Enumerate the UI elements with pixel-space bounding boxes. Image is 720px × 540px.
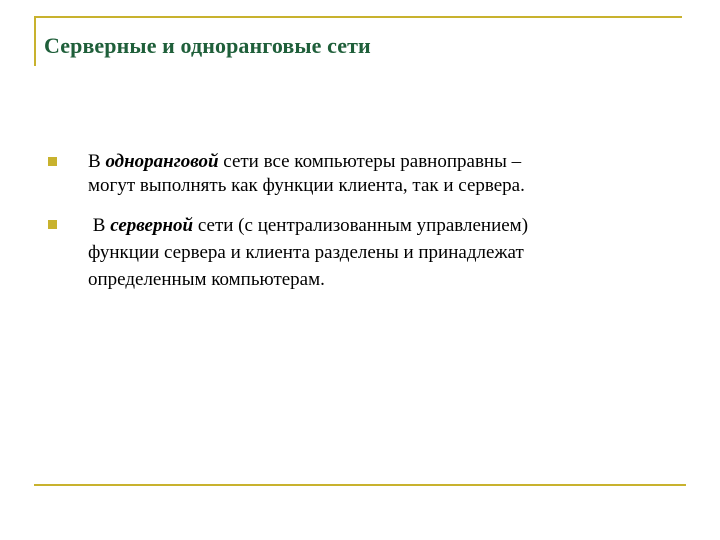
square-bullet-icon: [48, 157, 57, 166]
bullet-text: сети все компьютеры равноправны –: [218, 151, 522, 172]
bottom-rule: [34, 484, 686, 486]
bullet-emphasis-text: серверной: [110, 215, 194, 236]
top-rule: [34, 16, 682, 18]
bullet-lead-text: В: [88, 151, 106, 172]
bullet-line: определенным компьютерам.: [88, 269, 325, 290]
bullet-line: [88, 212, 666, 239]
bullet-emphasis-text: одноранговой: [105, 151, 219, 172]
bullet-line: функции сервера и клиента разделены и принадлежат: [88, 242, 524, 263]
bullet-item-peer-to-peer: [46, 150, 666, 198]
page-title: Серверные и одноранговые сети: [44, 33, 371, 58]
bullet-text: сети (с централизованным управлением): [193, 215, 529, 236]
bullet-line: могут выполнять как функции клиента, так и сервера.: [88, 175, 525, 196]
square-bullet-icon: [48, 220, 57, 229]
bullet-item-server-based: [46, 212, 666, 293]
bullet-lead-text: В: [88, 215, 111, 236]
bullet-list: [46, 150, 666, 307]
left-rule: [34, 16, 36, 66]
bullet-line: [88, 150, 666, 174]
